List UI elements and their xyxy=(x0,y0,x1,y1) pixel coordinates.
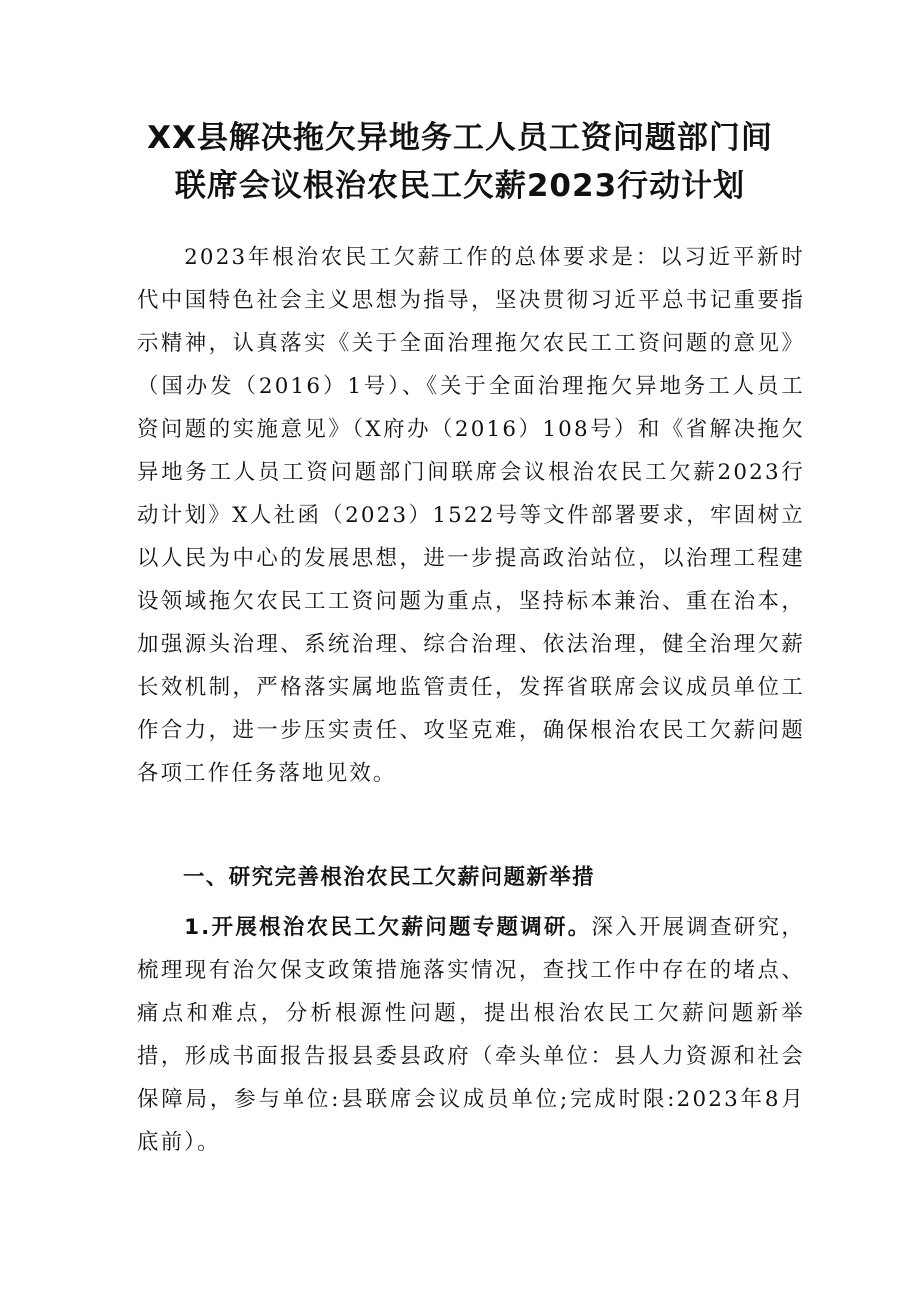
item-1-lead: 1.开展根治农民工欠薪问题专题调研。 xyxy=(184,915,592,940)
item-1-paragraph xyxy=(137,906,805,1164)
document-title xyxy=(0,114,920,210)
section-1-heading: 一、研究完善根治农民工欠薪问题新举措 xyxy=(183,865,596,890)
intro-paragraph: 2023年根治农民工欠薪工作的总体要求是：以习近平新时代中国特色社会主义思想为指导，坚决贯彻习近平总书记重要指示精神，认真落实《关于全面治理拖欠农民工工资问题的意见》（国办发（2016）1号）、《关于全面治理拖欠异地务工人员工资问题的实施意见》（X府办（2016）108号）和《省解决拖欠异地务工人员工资问题部门间联席会议根治农民工欠薪2023行动计划》X人社函（2023）1522号等文件部署要求，牢固树立以人民为中心的发展思想，进一步提高政治站位，以治理工程建设领域拖欠农民工工资问题为重点，坚持标本兼治、重在治本，加强源头治理、系统治理、综合治理、依法治理，健全治理欠薪长效机制，严格落实属地监管责任，发挥省联席会议成员单位工作合力，进一步压实责任、攻坚克难，确保根治农民工欠薪问题各项工作任务落地见效。 xyxy=(137,245,805,786)
item-1-text: 深入开展调查研究，梳理现有治欠保支政策措施落实情况，查找工作中存在的堵点、痛点和难点，分析根源性问题，提出根治农民工欠薪问题新举措，形成书面报告报县委县政府（牵头单位：县人力资源和社会保障局，参与单位:县联席会议成员单位;完成时限:2023年8月底前）。 xyxy=(137,915,805,1155)
title-line-2: 联席会议根治农民工欠薪2023行动计划 xyxy=(174,168,746,204)
title-line-1: XX县解决拖欠异地务工人员工资问题部门间 xyxy=(147,120,773,156)
